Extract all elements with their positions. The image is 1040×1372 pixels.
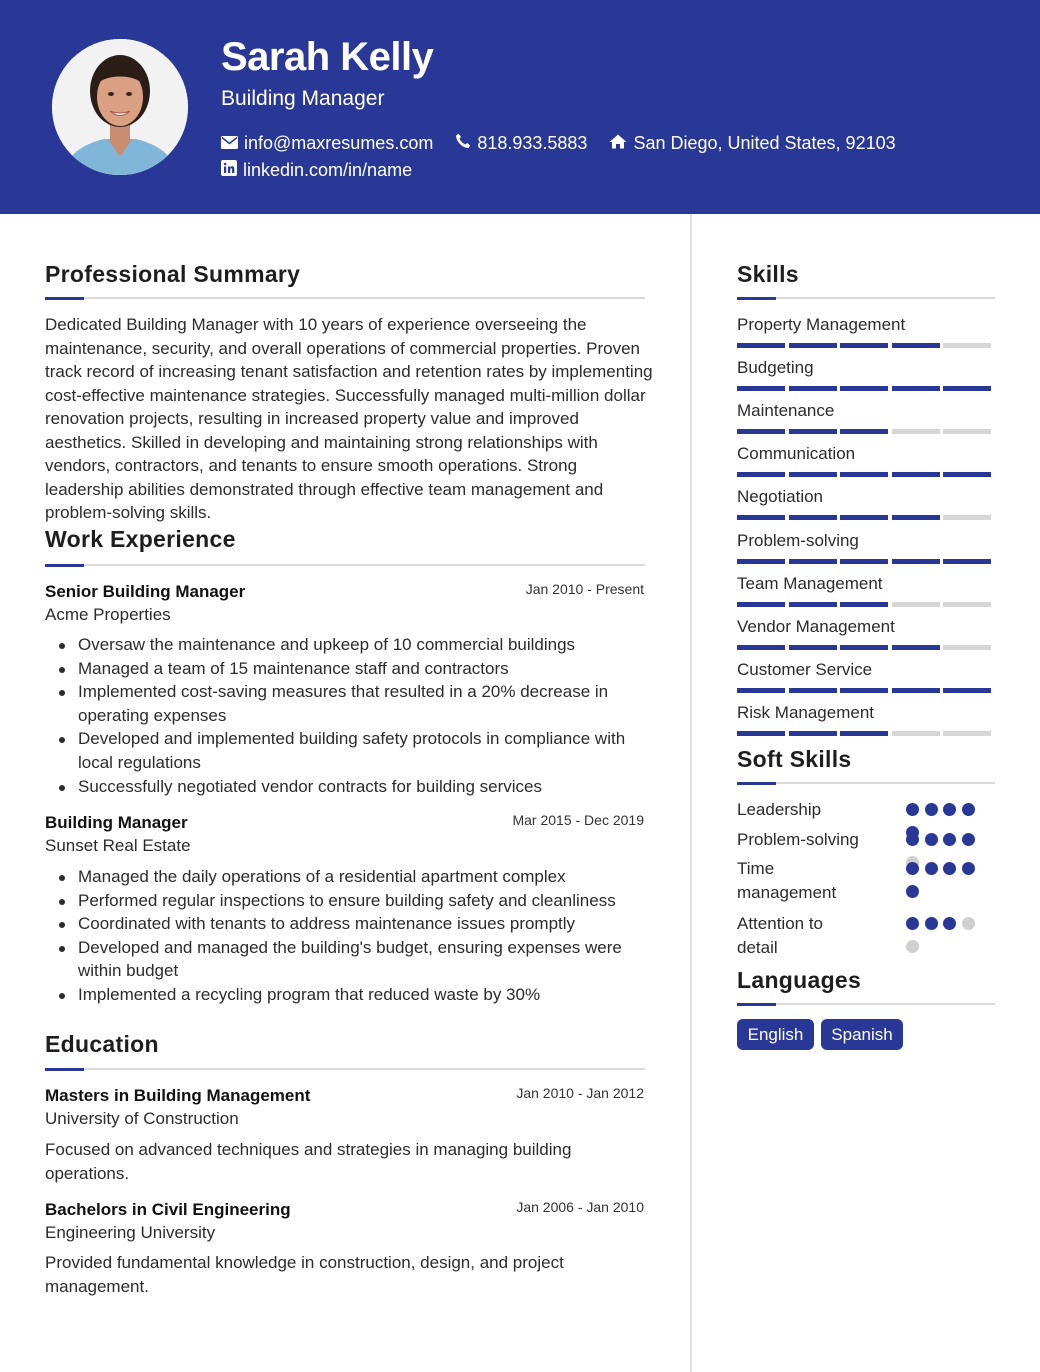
skill-level-segment [943,645,991,650]
skill-level-segment [943,602,991,607]
skill-level-segment [892,386,940,391]
skill-level-segment [789,343,837,348]
list-item: Oversaw the maintenance and upkeep of 10 commercial buildings [45,633,650,657]
skill-level-segment [737,429,785,434]
rating-dot [962,862,975,875]
skill-name: Property Management [737,315,906,334]
email-text: info@maxresumes.com [244,132,434,153]
skill-level-bar [737,343,995,348]
skill-level-segment [840,602,888,607]
skill-level-segment [840,343,888,348]
skill-level-bar [737,472,995,477]
skill-level-segment [943,386,991,391]
skill-level-segment [892,343,940,348]
skill-level-segment [737,472,785,477]
education-heading: Education [45,1031,159,1057]
contact-info [221,129,918,183]
skill-level-segment [840,645,888,650]
skill-level-segment [943,731,991,736]
skill-level-bar [737,515,995,520]
rating-dot [906,803,919,816]
rating-dot [906,917,919,930]
list-item: Developed and implemented building safety protocols in compliance with local regulations [45,727,650,774]
skill-level-segment [737,559,785,564]
column-divider [690,214,692,1372]
linkedin-icon [221,158,243,182]
skill-level-segment [737,645,785,650]
languages-heading: Languages [737,967,862,993]
experience-heading: Work Experience [45,526,236,552]
linkedin-text: linkedin.com/in/name [243,159,413,180]
language-badge: Spanish [821,1019,903,1050]
rating-dot [906,862,919,875]
education-rule [45,1068,645,1070]
rating-dot [906,833,919,846]
degree-title: Masters in Building Management [45,1086,311,1105]
resume-header [0,0,1040,214]
skill-level-segment [789,645,837,650]
skill-level-segment [737,688,785,693]
soft-skill-name: Problem-solving [737,830,859,849]
school-name: Engineering University [45,1223,216,1242]
phone-icon [455,131,477,155]
skill-level-segment [892,429,940,434]
skill-level-segment [892,731,940,736]
location-contact [609,131,895,155]
job-company: Sunset Real Estate [45,836,191,855]
skills-accent [737,297,776,300]
skill-level-segment [840,688,888,693]
skill-level-segment [943,472,991,477]
skill-level-segment [943,688,991,693]
skill-level-segment [789,515,837,520]
skill-level-bar [737,645,995,650]
skill-level-segment [892,559,940,564]
soft-skill-name: Leadership [737,800,822,819]
skill-level-segment [943,429,991,434]
skill-level-segment [789,559,837,564]
summary-accent [45,297,84,300]
job-title: Building Manager [45,813,188,832]
experience-accent [45,564,84,567]
soft-skill-name: Time management [737,859,837,902]
phone-text: 818.933.5883 [477,132,588,153]
skill-level-segment [789,602,837,607]
school-name: University of Construction [45,1109,239,1128]
skill-level-bar [737,559,995,564]
envelope-icon [221,131,244,155]
skill-name: Risk Management [737,702,875,722]
rating-dot [943,833,956,846]
skill-level-bar [737,429,995,434]
skill-level-segment [943,515,991,520]
skill-level-segment [737,386,785,391]
skill-level-bar [737,386,995,391]
skill-name: Communication [737,444,856,464]
skill-name: Maintenance [737,401,835,421]
rating-dot [943,803,956,816]
job-dates: Mar 2015 - Dec 2019 [512,812,644,828]
list-item: Managed the daily operations of a residential apartment complex [45,865,650,889]
soft-skills-heading: Soft Skills [737,746,852,772]
soft-skill-name: Attention to detail [737,914,824,957]
education-description: Focused on advanced techniques and strategies in managing building operations. [45,1140,572,1183]
rating-dot [962,833,975,846]
skill-level-segment [892,645,940,650]
summary-text: Dedicated Building Manager with 10 years of experience overseeing the maintenance, security, and overall operations of commercial properties. Proven track record of increasing tenant satisfaction and retention rates by implementing cost-effective maintenance strategies. Successfully managed multi-million dollar renovation projects, resulting in increased property value and improved aesthetics. Skilled in developing and maintaining strong relationships with vendors, contractors, and tenants to ensure smooth operations. Strong leadership abilities demonstrated through effective team management and problem-solving skills. [45,315,653,522]
location-text: San Diego, United States, 92103 [633,132,896,153]
education-description: Provided fundamental knowledge in construction, design, and project management. [45,1253,564,1296]
list-item: Implemented cost-saving measures that resulted in a 20% decrease in operating expenses [45,680,650,727]
skill-level-segment [943,343,991,348]
profile-photo [52,39,188,175]
skill-level-segment [737,602,785,607]
summary-heading: Professional Summary [45,261,301,287]
skill-level-segment [840,515,888,520]
skill-level-segment [789,472,837,477]
candidate-name: Sarah Kelly [221,35,434,79]
skill-level-bar [737,731,995,736]
list-item: Developed and managed the building's budget, ensuring expenses were within budget [45,936,650,983]
skill-level-bar [737,688,995,693]
rating-dot [925,862,938,875]
candidate-title: Building Manager [221,87,385,110]
skill-name: Negotiation [737,487,824,507]
soft-skills-accent [737,782,776,785]
skill-level-segment [892,602,940,607]
skill-level-segment [789,731,837,736]
rating-dot [925,917,938,930]
languages-accent [737,1003,776,1006]
rating-dot [962,803,975,816]
list-item: Performed regular inspections to ensure building safety and cleanliness [45,889,650,913]
job-title: Senior Building Manager [45,582,246,601]
skill-level-segment [840,386,888,391]
skill-level-segment [737,731,785,736]
skill-name: Budgeting [737,358,814,378]
skill-level-segment [737,515,785,520]
list-item: Implemented a recycling program that reduced waste by 30% [45,983,650,1007]
rating-dot [925,803,938,816]
skill-level-segment [840,731,888,736]
skill-level-segment [892,515,940,520]
skill-name: Team Management [737,573,883,593]
skill-level-segment [840,472,888,477]
job-company: Acme Properties [45,605,171,624]
rating-dot [925,833,938,846]
education-dates: Jan 2006 - Jan 2010 [516,1199,644,1215]
linkedin-contact[interactable] [221,158,412,182]
phone-contact[interactable] [455,131,587,155]
skill-name: Customer Service [737,659,873,679]
list-item: Managed a team of 15 maintenance staff and contractors [45,657,650,681]
skill-level-bar [737,602,995,607]
education-accent [45,1068,84,1071]
rating-dot [962,917,975,930]
skill-level-segment [840,559,888,564]
rating-dot [906,885,919,898]
rating-dot [943,862,956,875]
skill-level-segment [789,386,837,391]
skill-name: Vendor Management [737,616,895,636]
list-item: Successfully negotiated vendor contracts for building services [45,775,650,799]
skill-name: Problem-solving [737,530,859,550]
home-icon [609,131,633,155]
summary-rule [45,297,645,299]
skill-level-segment [892,688,940,693]
education-dates: Jan 2010 - Jan 2012 [516,1085,644,1101]
degree-title: Bachelors in Civil Engineering [45,1200,291,1219]
list-item: Coordinated with tenants to address maintenance issues promptly [45,912,650,936]
email-contact[interactable] [221,131,433,155]
language-badge: English [737,1019,814,1050]
job-bullets [45,633,650,798]
skill-level-segment [737,343,785,348]
skill-level-segment [789,429,837,434]
rating-dot [943,917,956,930]
skills-heading: Skills [737,261,799,287]
skill-level-segment [840,429,888,434]
job-dates: Jan 2010 - Present [525,581,644,597]
skill-level-segment [789,688,837,693]
skill-level-segment [892,472,940,477]
experience-rule [45,564,645,566]
rating-dot [906,940,919,953]
job-bullets [45,865,650,1007]
skill-level-segment [943,559,991,564]
